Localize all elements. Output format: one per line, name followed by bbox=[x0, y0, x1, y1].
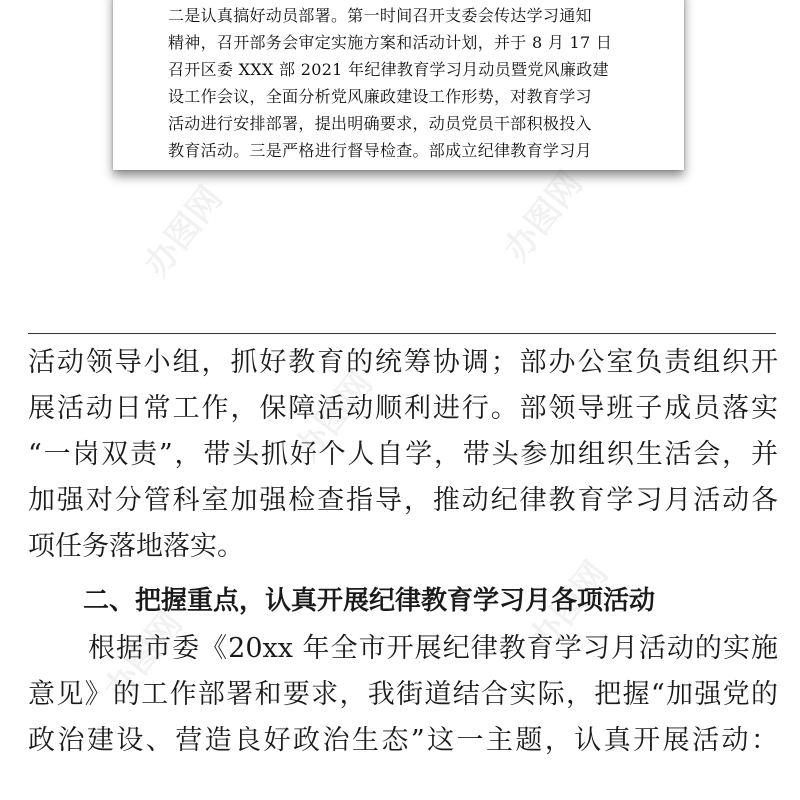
watermark: 办图网 bbox=[96, 604, 191, 710]
section-heading: 二、把握重点，认真开展纪律教育学习月各项活动 bbox=[83, 586, 656, 616]
preview-line: 设工作会议，全面分析党风廉政建设工作形势，对教育学习 bbox=[168, 87, 592, 106]
preview-line: 召开区委 XXX 部 2021 年纪律教育学习月动员暨党风廉政建 bbox=[168, 60, 609, 79]
preview-text-block bbox=[168, 2, 648, 164]
paragraph-line: 项任务落地落实。 bbox=[28, 531, 244, 562]
watermark: 办图网 bbox=[496, 164, 591, 270]
watermark: 办图网 bbox=[286, 364, 381, 470]
paragraph-line: 意见》的工作部署和要求，我街道结合实际，把握“加强党的 bbox=[28, 679, 778, 710]
watermark: 办图网 bbox=[521, 554, 616, 660]
document-preview-card bbox=[113, 0, 684, 170]
paragraph-line: 活动领导小组，抓好教育的统筹协调；部办公室负责组织开 bbox=[28, 347, 778, 378]
preview-line: 精神，召开部务会审定实施方案和活动计划，并于 8 月 17 日 bbox=[168, 33, 613, 52]
paragraph-line: “一岗双责”，带头抓好个人自学，带头参加组织生活会，并 bbox=[28, 439, 778, 470]
paragraph-line: 展活动日常工作，保障活动顺利进行。部领导班子成员落实 bbox=[28, 393, 778, 424]
preview-line: 二是认真搞好动员部署。第一时间召开支委会传达学习通知 bbox=[168, 6, 592, 25]
page-divider bbox=[28, 333, 776, 334]
paragraph-line: 根据市委《20xx 年全市开展纪律教育学习月活动的实施 bbox=[88, 633, 778, 664]
preview-line: 活动进行安排部署，提出明确要求，动员党员干部积极投入 bbox=[168, 114, 592, 133]
document-body bbox=[28, 340, 778, 764]
watermark: 办图网 bbox=[136, 179, 231, 285]
paragraph-line: 政治建设、营造良好政治生态”这一主题，认真开展活动： bbox=[28, 725, 778, 756]
paragraph-line: 加强对分管科室加强检查指导，推动纪律教育学习月活动各 bbox=[28, 485, 778, 516]
preview-line: 教育活动。三是严格进行督导检查。部成立纪律教育学习月 bbox=[168, 141, 592, 160]
